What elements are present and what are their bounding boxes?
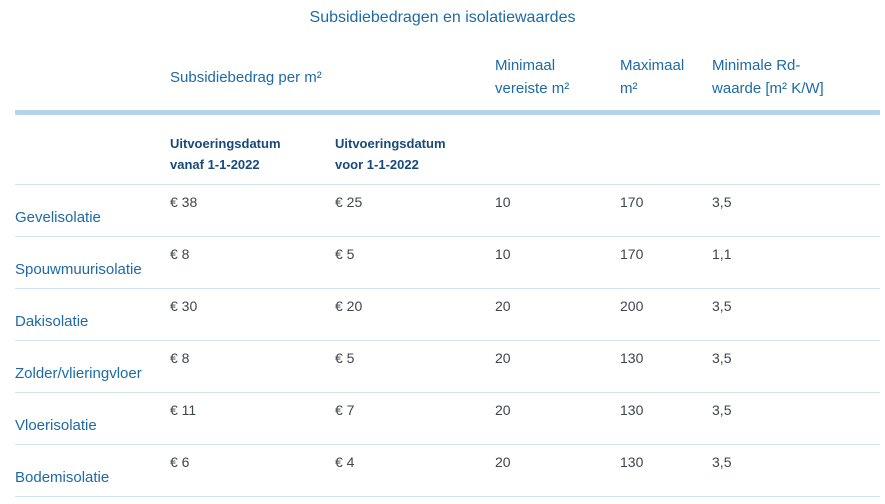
column-header-row — [15, 28, 880, 113]
cell-rd-waarde: 3,5 — [712, 289, 880, 341]
cell-max-m2: 170 — [620, 185, 712, 237]
table-row — [15, 341, 880, 393]
row-label: Bodemisolatie — [15, 445, 170, 497]
cell-vanaf: € 30 — [170, 289, 335, 341]
cell-vanaf: € 38 — [170, 185, 335, 237]
cell-min-m2: 20 — [495, 445, 620, 497]
sub-header-empty — [495, 113, 620, 185]
cell-max-m2: 200 — [620, 289, 712, 341]
cell-voor: € 7 — [335, 393, 495, 445]
cell-rd-waarde: 3,5 — [712, 341, 880, 393]
sub-header-vanaf: Uitvoeringsdatum vanaf 1-1-2022 — [170, 113, 335, 185]
cell-min-m2: 10 — [495, 237, 620, 289]
cell-min-m2: 20 — [495, 341, 620, 393]
table-row — [15, 185, 880, 237]
page-title: Subsidiebedragen en isolatiewaardes — [309, 9, 576, 26]
cell-voor: € 5 — [335, 237, 495, 289]
sub-header-empty — [712, 113, 880, 185]
sub-header-empty — [620, 113, 712, 185]
cell-min-m2: 20 — [495, 393, 620, 445]
row-label: Dakisolatie — [15, 289, 170, 341]
column-header-minimaal-vereiste: Minimaal vereiste m² — [495, 28, 620, 113]
cell-rd-waarde: 1,1 — [712, 237, 880, 289]
subsidie-table — [15, 28, 880, 497]
cell-max-m2: 130 — [620, 445, 712, 497]
cell-voor: € 4 — [335, 445, 495, 497]
cell-vanaf: € 8 — [170, 341, 335, 393]
table-row — [15, 393, 880, 445]
cell-vanaf: € 11 — [170, 393, 335, 445]
cell-rd-waarde: 3,5 — [712, 185, 880, 237]
column-header-minimale-rd-waarde: Minimale Rd-waarde [m² K/W] — [712, 28, 880, 113]
sub-header-voor: Uitvoeringsdatum voor 1-1-2022 — [335, 113, 495, 185]
sub-header-empty — [15, 113, 170, 185]
cell-min-m2: 20 — [495, 289, 620, 341]
cell-min-m2: 10 — [495, 185, 620, 237]
cell-max-m2: 130 — [620, 393, 712, 445]
cell-voor: € 20 — [335, 289, 495, 341]
cell-rd-waarde: 3,5 — [712, 393, 880, 445]
row-label: Zolder/vlieringvloer — [15, 341, 170, 393]
row-label: Gevelisolatie — [15, 185, 170, 237]
sub-header-row — [15, 113, 880, 185]
cell-voor: € 5 — [335, 341, 495, 393]
table-row — [15, 445, 880, 497]
cell-voor: € 25 — [335, 185, 495, 237]
cell-vanaf: € 6 — [170, 445, 335, 497]
cell-max-m2: 170 — [620, 237, 712, 289]
cell-vanaf: € 8 — [170, 237, 335, 289]
cell-max-m2: 130 — [620, 341, 712, 393]
table-row — [15, 237, 880, 289]
row-label: Vloerisolatie — [15, 393, 170, 445]
column-header-subsidiebedrag: Subsidiebedrag per m² — [170, 28, 495, 113]
table-row — [15, 289, 880, 341]
cell-rd-waarde: 3,5 — [712, 445, 880, 497]
row-label: Spouwmuurisolatie — [15, 237, 170, 289]
column-header-maximaal: Maximaal m² — [620, 28, 712, 113]
column-header-empty — [15, 28, 170, 113]
